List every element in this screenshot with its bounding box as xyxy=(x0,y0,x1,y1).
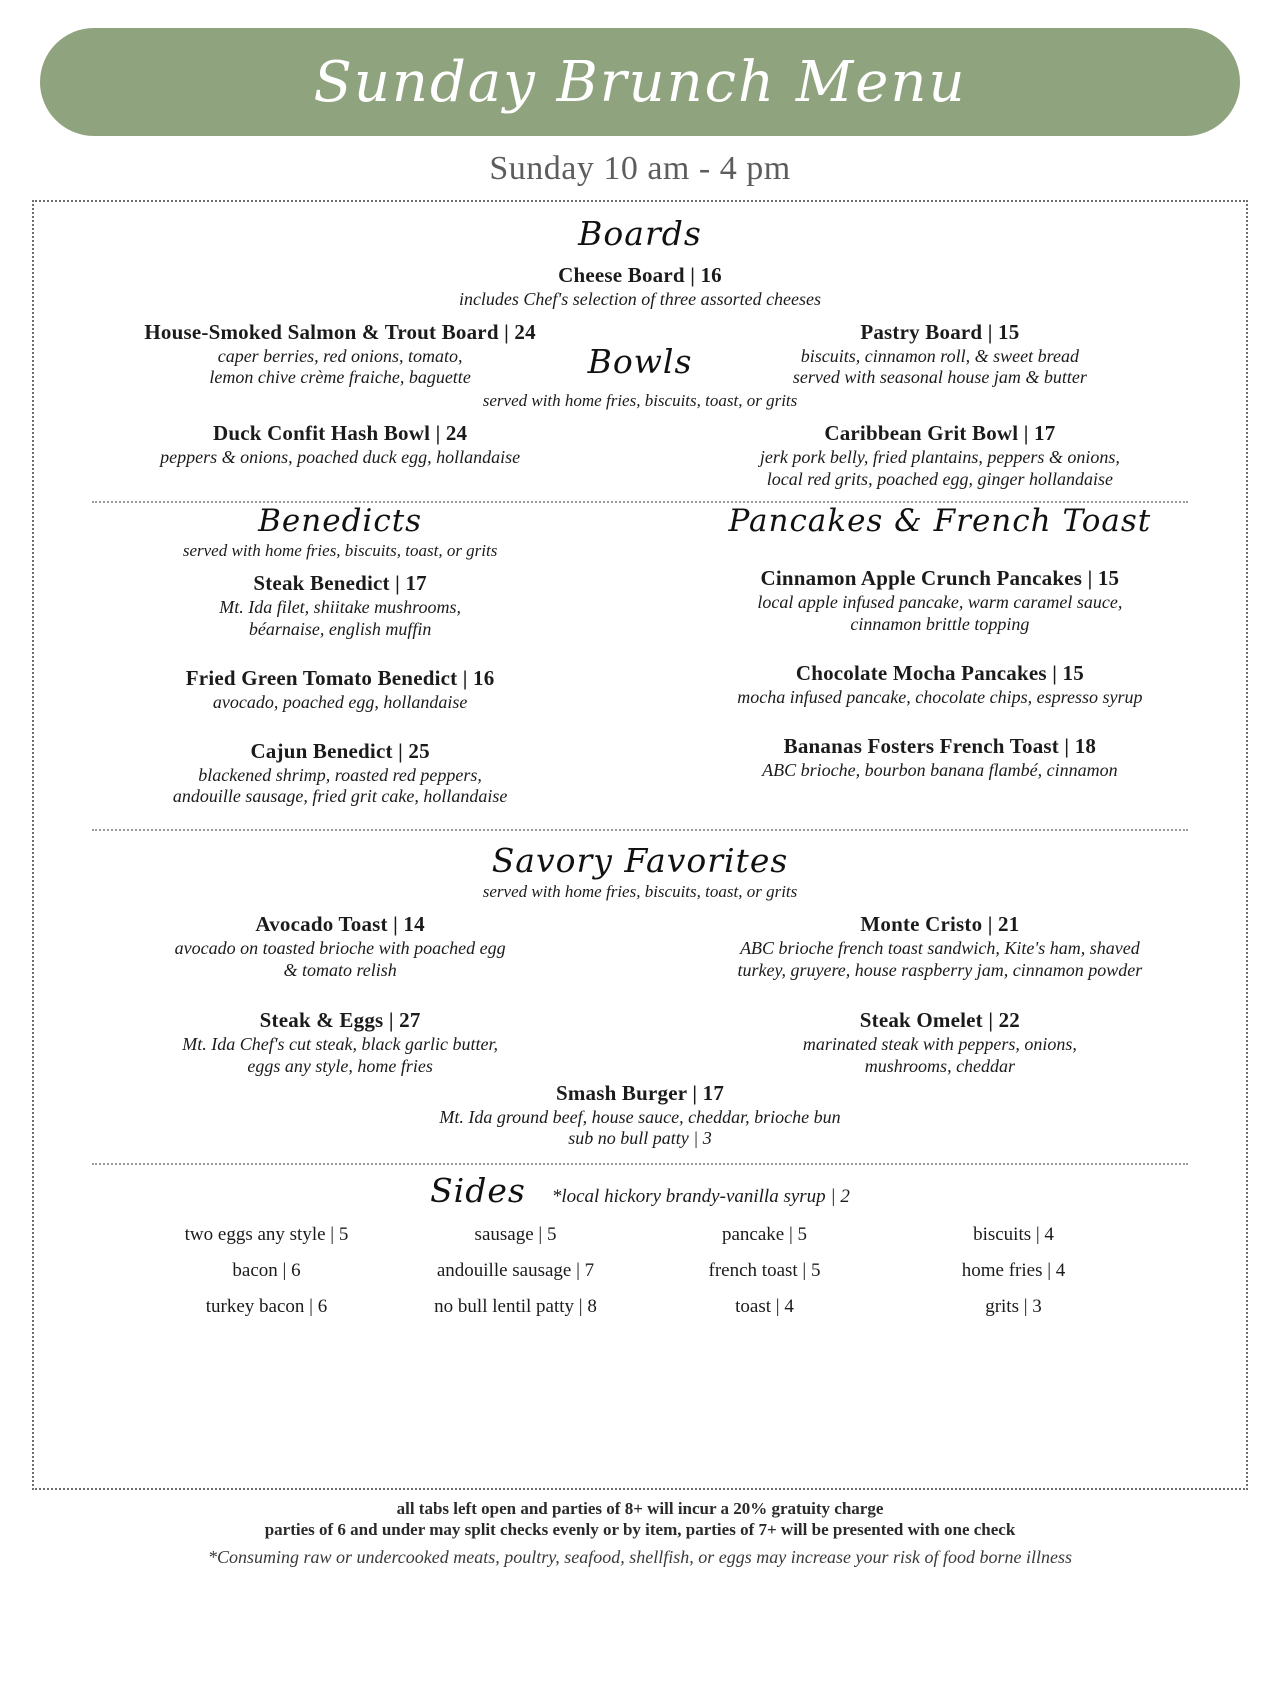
section-heading-savory: Savory Favorites xyxy=(491,840,789,880)
menu-item-cinnamon-apple-crunch-pancakes xyxy=(652,566,1228,634)
item-description-line1: Mt. Ida Chef's cut steak, black garlic butter, xyxy=(182,1034,499,1055)
item-name: Avocado Toast | 14 xyxy=(255,911,425,936)
menu-item-steak-benedict xyxy=(52,571,628,639)
item-name: Fried Green Tomato Benedict | 16 xyxy=(185,665,495,690)
menu-item-smash-burger xyxy=(52,1081,1228,1149)
section-benedicts xyxy=(52,503,628,806)
section-heading-pancakes: Pancakes & French Toast xyxy=(728,503,1152,540)
syrup-note: *local hickory brandy-vanilla syrup | 2 xyxy=(551,1186,850,1207)
item-description: includes Chef's selection of three assorted cheeses xyxy=(458,289,822,309)
item-description-line1: ABC brioche, bourbon banana flambé, cinnamon xyxy=(762,759,1118,780)
item-name: Monte Cristo | 21 xyxy=(860,911,1020,936)
item-description: peppers & onions, poached duck egg, hollandaise xyxy=(160,447,521,468)
side-item: toast | 4 xyxy=(735,1296,794,1317)
menu-body xyxy=(32,200,1248,1490)
item-description-line1: Mt. Ida filet, shiitake mushrooms, xyxy=(219,597,462,618)
hours-text: Sunday 10 am - 4 pm xyxy=(489,150,791,187)
savory-row-1 xyxy=(52,902,1228,980)
footer-split-check-line: parties of 6 and under may split checks evenly or by item, parties of 7+ will be presented with one check xyxy=(264,1520,1016,1540)
item-description-line1: ABC brioche french toast sandwich, Kite's ham, shaved xyxy=(740,937,1140,958)
item-name: Steak & Eggs | 27 xyxy=(259,1008,421,1033)
side-item: french toast | 5 xyxy=(708,1260,821,1281)
side-item: no bull lentil patty | 8 xyxy=(434,1296,597,1317)
item-description-line1: jerk pork belly, fried plantains, peppers & onions, xyxy=(759,447,1120,468)
item-description-line2: & tomato relish xyxy=(283,959,397,980)
item-name: Cinnamon Apple Crunch Pancakes | 15 xyxy=(760,566,1120,591)
benedicts-pancakes-row xyxy=(52,503,1228,806)
footer-gratuity-line: all tabs left open and parties of 8+ will incur a 20% gratuity charge xyxy=(396,1499,884,1518)
item-name: Caribbean Grit Bowl | 17 xyxy=(824,421,1056,446)
menu-item-duck-confit-hash-bowl xyxy=(52,421,628,489)
side-item: biscuits | 4 xyxy=(973,1224,1054,1245)
item-description-line2: sub no bull patty | 3 xyxy=(568,1128,712,1149)
item-description-line1: local apple infused pancake, warm caramel sauce, xyxy=(757,592,1123,613)
sides-grid xyxy=(52,1224,1228,1318)
item-description-line1: avocado on toasted brioche with poached egg xyxy=(174,937,506,958)
item-description-line1: marinated steak with peppers, onions, xyxy=(802,1034,1077,1055)
savory-row-2 xyxy=(52,998,1228,1076)
section-note-benedicts: served with home fries, biscuits, toast, or grits xyxy=(182,541,498,561)
menu-header-banner xyxy=(40,28,1240,136)
item-description-line2: mushrooms, cheddar xyxy=(864,1055,1016,1076)
item-description-line2: turkey, gruyere, house raspberry jam, cinnamon powder xyxy=(737,959,1143,980)
section-heading-bowls: Bowls xyxy=(587,342,693,382)
item-name: Steak Benedict | 17 xyxy=(253,571,427,596)
section-heading-boards: Boards xyxy=(578,214,702,253)
item-description-line1: avocado, poached egg, hollandaise xyxy=(212,691,468,712)
item-name: Steak Omelet | 22 xyxy=(859,1008,1020,1033)
item-description-line2: local red grits, poached egg, ginger hollandaise xyxy=(766,468,1114,489)
item-description-line1: biscuits, cinnamon roll, & sweet bread xyxy=(800,345,1079,366)
item-name: Pastry Board | 15 xyxy=(860,319,1020,344)
section-pancakes-french-toast xyxy=(652,503,1228,806)
menu-item-pastry-board xyxy=(652,320,1228,388)
item-name: House-Smoked Salmon & Trout Board | 24 xyxy=(144,319,536,344)
item-description-line2: served with seasonal house jam & butter xyxy=(792,367,1087,388)
item-description-line1: Mt. Ida ground beef, house sauce, cheddar, brioche bun xyxy=(439,1106,841,1127)
side-item: pancake | 5 xyxy=(721,1224,808,1245)
side-item: turkey bacon | 6 xyxy=(205,1296,328,1317)
item-name: Bananas Fosters French Toast | 18 xyxy=(783,733,1097,758)
side-item: sausage | 5 xyxy=(474,1224,557,1245)
item-description-line1: blackened shrimp, roasted red peppers, xyxy=(198,764,482,785)
section-divider-3 xyxy=(92,1163,1188,1165)
item-description-line1: mocha infused pancake, chocolate chips, espresso syrup xyxy=(737,686,1143,707)
menu-item-chocolate-mocha-pancakes xyxy=(652,661,1228,708)
section-heading-sides: Sides xyxy=(430,1171,526,1210)
side-item: grits | 3 xyxy=(985,1296,1042,1317)
menu-item-avocado-toast xyxy=(52,912,628,980)
item-description-line1: caper berries, red onions, tomato, xyxy=(217,345,463,366)
side-item: bacon | 6 xyxy=(232,1260,301,1281)
item-name: Smash Burger | 17 xyxy=(555,1080,725,1105)
item-description-line2: lemon chive crème fraiche, baguette xyxy=(209,367,471,388)
page-title: Sunday Brunch Menu xyxy=(313,49,967,115)
section-note-savory: served with home fries, biscuits, toast, or grits xyxy=(482,881,798,901)
menu-item-caribbean-grit-bowl xyxy=(652,421,1228,489)
item-description-line2: cinnamon brittle topping xyxy=(850,614,1030,635)
item-description-line2: béarnaise, english muffin xyxy=(248,619,432,640)
menu-item-cheese-board xyxy=(52,263,1228,310)
item-name: Chocolate Mocha Pancakes | 15 xyxy=(795,660,1084,685)
item-name: Duck Confit Hash Bowl | 24 xyxy=(212,421,468,446)
item-description-line2: andouille sausage, fried grit cake, hollandaise xyxy=(172,786,508,807)
section-heading-benedicts: Benedicts xyxy=(258,503,423,540)
side-item: andouille sausage | 7 xyxy=(436,1260,595,1281)
item-name: Cajun Benedict | 25 xyxy=(250,738,430,763)
menu-item-steak-and-eggs xyxy=(52,1008,628,1076)
item-description-line2: eggs any style, home fries xyxy=(247,1055,433,1076)
side-item: two eggs any style | 5 xyxy=(184,1224,349,1245)
section-note-bowls: served with home fries, biscuits, toast, or grits xyxy=(482,391,798,411)
sides-heading-row xyxy=(52,1171,1228,1210)
item-name: Cheese Board | 16 xyxy=(558,263,722,287)
menu-item-bananas-fosters-french-toast xyxy=(652,734,1228,781)
menu-item-steak-omelet xyxy=(652,1008,1228,1076)
section-divider-2 xyxy=(92,829,1188,831)
menu-item-salmon-trout-board xyxy=(52,320,628,388)
menu-item-cajun-benedict xyxy=(52,739,628,807)
menu-footer xyxy=(0,1498,1280,1568)
footer-health-warning: *Consuming raw or undercooked meats, poultry, seafood, shellfish, or eggs may increase your risk of food borne illness xyxy=(207,1546,1073,1567)
menu-item-fried-green-tomato-benedict xyxy=(52,666,628,713)
bowls-row xyxy=(52,411,1228,489)
side-item: home fries | 4 xyxy=(961,1260,1066,1281)
menu-item-monte-cristo xyxy=(652,912,1228,980)
